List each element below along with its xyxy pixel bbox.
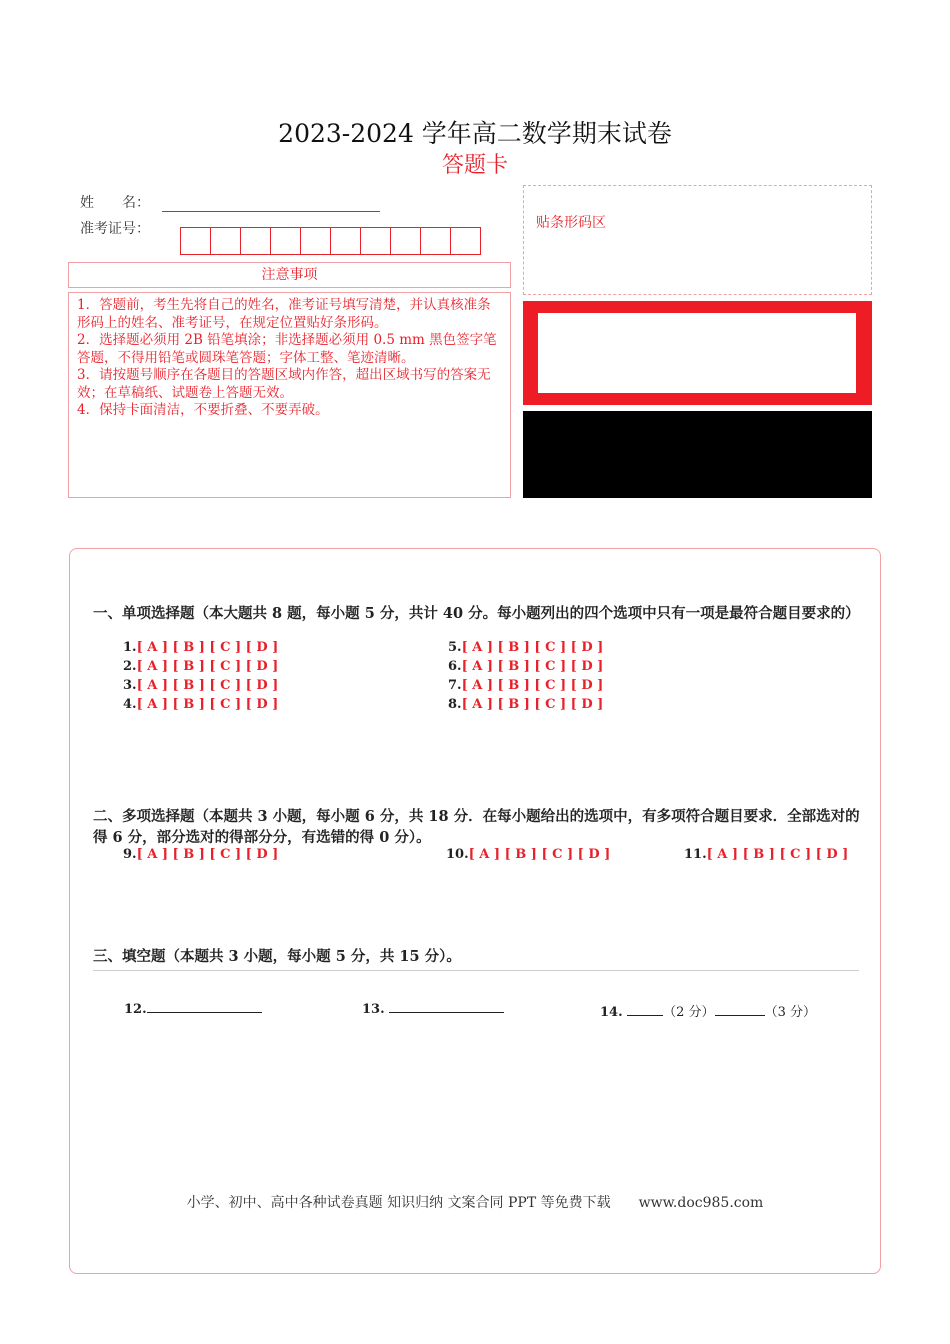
answer-options[interactable]: [ A ] [ B ] [ C ] [ D ] bbox=[461, 697, 604, 712]
exam-id-digit-box[interactable] bbox=[210, 227, 242, 255]
name-row bbox=[80, 192, 380, 212]
name-input-line[interactable] bbox=[162, 196, 380, 212]
notice-item: 4．保持卡面清洁，不要折叠、不要弄破。 bbox=[77, 402, 329, 418]
answer-blank[interactable] bbox=[389, 1001, 504, 1013]
answer-options[interactable]: [ A ] [ B ] [ C ] [ D ] bbox=[461, 659, 604, 674]
answer-options[interactable]: [ A ] [ B ] [ C ] [ D ] bbox=[136, 640, 279, 655]
barcode-label: 贴条形码区 bbox=[536, 215, 606, 231]
exam-id-digit-box[interactable] bbox=[300, 227, 332, 255]
answer-blank[interactable] bbox=[715, 1004, 765, 1016]
exam-id-boxes bbox=[181, 227, 481, 255]
section2-heading: 二、多项选择题（本题共 3 小题，每小题 6 分，共 18 分．在每小题给出的选项中，有多项符合题目要求．全部选对的得 6 分，部分选对的得部分分，有选错的得 0 分）。 bbox=[93, 808, 860, 846]
notice-item: 2．选择题必须用 2B 铅笔填涂；非选择题必须用 0.5 mm 黑色签字笔答题，不得用铅笔或圆珠笔答题；字体工整、笔迹清晰。 bbox=[77, 332, 497, 366]
exam-id-label: 准考证号： bbox=[80, 221, 150, 237]
answer-sheet-subtitle: 答题卡 bbox=[441, 153, 508, 178]
answer-options[interactable]: [ A ] [ B ] [ C ] [ D ] bbox=[136, 678, 279, 693]
question-8[interactable]: 8.[ A ] [ B ] [ C ] [ D ] bbox=[448, 697, 604, 712]
exam-id-digit-box[interactable] bbox=[450, 227, 482, 255]
barcode-area bbox=[523, 185, 872, 295]
fill-question-13: 13. bbox=[362, 1001, 504, 1017]
exam-id-digit-box[interactable] bbox=[180, 227, 212, 255]
exam-id-digit-box[interactable] bbox=[360, 227, 392, 255]
notice-heading: 注意事项 bbox=[68, 262, 511, 288]
question-5[interactable]: 5.[ A ] [ B ] [ C ] [ D ] bbox=[448, 640, 604, 655]
answer-options[interactable]: [ A ] [ B ] [ C ] [ D ] bbox=[706, 847, 849, 862]
absence-mark-frame bbox=[523, 301, 872, 405]
question-3[interactable]: 3.[ A ] [ B ] [ C ] [ D ] bbox=[123, 678, 279, 693]
question-1[interactable]: 1.[ A ] [ B ] [ C ] [ D ] bbox=[123, 640, 279, 655]
fill-question-12: 12. bbox=[124, 1001, 262, 1017]
answer-options[interactable]: [ A ] [ B ] [ C ] [ D ] bbox=[468, 847, 611, 862]
section3-heading: 三、填空题（本题共 3 小题，每小题 5 分，共 15 分）。 bbox=[93, 948, 461, 965]
answer-blank[interactable] bbox=[147, 1001, 262, 1013]
notice-item: 1．答题前，考生先将自己的姓名，准考证号填写清楚，并认真核准条形码上的姓名、准考证号，在规定位置贴好条形码。 bbox=[77, 297, 491, 331]
answer-panel bbox=[69, 548, 881, 1274]
question-6[interactable]: 6.[ A ] [ B ] [ C ] [ D ] bbox=[448, 659, 604, 674]
question-9[interactable]: 9.[ A ] [ B ] [ C ] [ D ] bbox=[123, 847, 279, 862]
exam-id-digit-box[interactable] bbox=[270, 227, 302, 255]
name-label: 姓 名： bbox=[80, 195, 150, 211]
answer-options[interactable]: [ A ] [ B ] [ C ] [ D ] bbox=[461, 678, 604, 693]
question-7[interactable]: 7.[ A ] [ B ] [ C ] [ D ] bbox=[448, 678, 604, 693]
answer-options[interactable]: [ A ] [ B ] [ C ] [ D ] bbox=[136, 697, 279, 712]
question-10[interactable]: 10.[ A ] [ B ] [ C ] [ D ] bbox=[446, 847, 611, 862]
section-divider bbox=[93, 970, 859, 971]
exam-id-digit-box[interactable] bbox=[390, 227, 422, 255]
notice-body bbox=[68, 292, 511, 498]
section1-heading: 一、单项选择题（本大题共 8 题，每小题 5 分，共计 40 分。每小题列出的四个选项中只有一项是最符合题目要求的） bbox=[93, 605, 860, 622]
exam-id-digit-box[interactable] bbox=[240, 227, 272, 255]
answer-options[interactable]: [ A ] [ B ] [ C ] [ D ] bbox=[136, 659, 279, 674]
exam-id-digit-box[interactable] bbox=[330, 227, 362, 255]
answer-options[interactable]: [ A ] [ B ] [ C ] [ D ] bbox=[461, 640, 604, 655]
notice-item: 3．请按题号顺序在各题目的答题区域内作答，超出区域书写的答案无效；在草稿纸、试题卷上答题无效。 bbox=[77, 367, 491, 401]
fill-question-14: 14. （2 分） （3 分） bbox=[600, 1005, 816, 1020]
answer-blank[interactable] bbox=[627, 1004, 663, 1016]
answer-options[interactable]: [ A ] [ B ] [ C ] [ D ] bbox=[136, 847, 279, 862]
exam-id-digit-box[interactable] bbox=[420, 227, 452, 255]
question-11[interactable]: 11.[ A ] [ B ] [ C ] [ D ] bbox=[684, 847, 849, 862]
question-4[interactable]: 4.[ A ] [ B ] [ C ] [ D ] bbox=[123, 697, 279, 712]
footer-text: 小学、初中、高中各种试卷真题 知识归纳 文案合同 PPT 等免费下载 www.doc985.com bbox=[186, 1195, 764, 1211]
exam-title: 2023-2024 学年高二数学期末试卷 bbox=[278, 119, 672, 148]
question-2[interactable]: 2.[ A ] [ B ] [ C ] [ D ] bbox=[123, 659, 279, 674]
absence-mark-inner bbox=[538, 313, 856, 393]
black-block bbox=[523, 411, 872, 498]
